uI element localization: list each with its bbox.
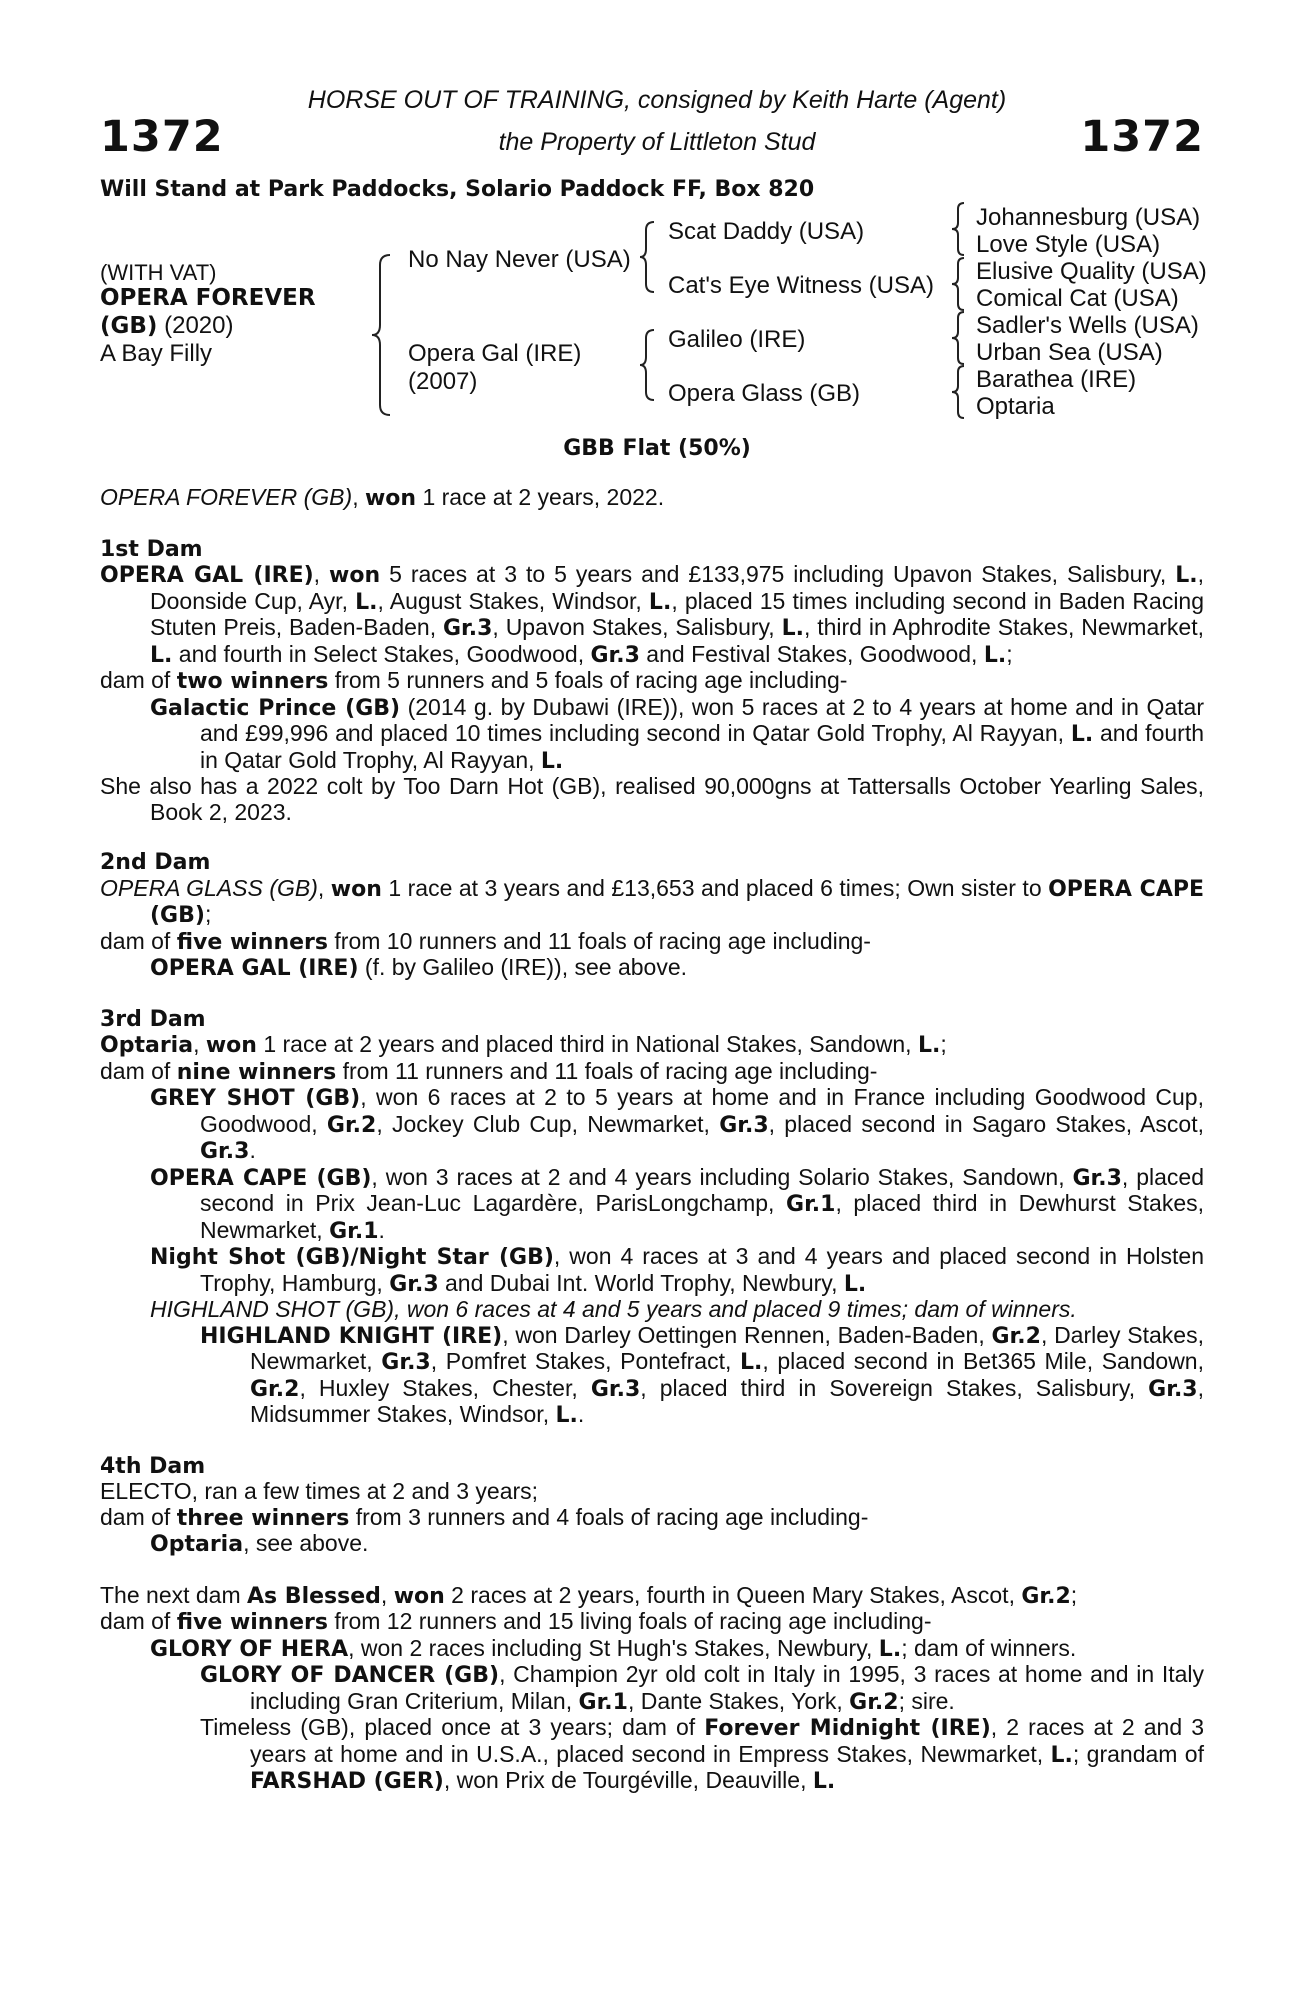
pedigree-brace-ggs3 (952, 312, 966, 364)
dam2-record: OPERA GLASS (GB), won 1 race at 3 years and £13,653 and placed 6 times; Own sister to OPERA CAPE (GB); (100, 874, 1204, 928)
catalogue-body (100, 485, 1204, 1795)
pedigree-brace-ggs2 (952, 258, 966, 310)
dam: Opera Gal (IRE) (408, 340, 582, 367)
grandsire-3: Galileo (IRE) (668, 326, 806, 353)
ggs-7: Barathea (IRE) (976, 366, 1137, 393)
grandsire-4: Opera Glass (GB) (668, 380, 861, 407)
property-line: the Property of Littleton Stud (498, 128, 816, 156)
pedigree-brace-ggs4 (952, 366, 966, 418)
grandsire-2: Cat's Eye Witness (USA) (668, 272, 934, 299)
consignor-line: HORSE OUT OF TRAINING, consigned by Keith Harte (Agent) (307, 86, 1007, 114)
dam1-also: She also has a 2022 colt by Too Darn Hot (GB), realised 90,000gns at Tattersalls October Yearling Sales, Book 2, 2023. (100, 773, 1204, 825)
dam4-optaria: Optaria, see above. (150, 1530, 369, 1557)
dam3-grey-shot: GREY SHOT (GB), won 6 races at 2 to 5 years at home and in France including Goodwood Cup, Goodwood, Gr.2, Jockey Club Cup, Newmarket, Gr.3, placed second in Sagaro Stakes, Ascot, Gr.3. (150, 1084, 1204, 1164)
ggs-3: Elusive Quality (USA) (976, 258, 1207, 285)
ggs-8: Optaria (976, 393, 1055, 420)
horse-origin-year (100, 312, 233, 340)
next-dam-timeless: Timeless (GB), placed once at 3 years; dam of Forever Midnight (IRE), 2 races at 2 and 3 years at home and in U.S.A., placed second in Empress Stakes, Newmarket, L.; grandam of FARSHAD (GER), won Prix de Tourgéville, Deauville, L. (200, 1714, 1205, 1794)
pedigree-brace-ggs1 (952, 203, 966, 255)
dam1-produce: dam of two winners from 5 runners and 5 foals of racing age including- (100, 667, 848, 694)
next-dam-glory-of-hera: GLORY OF HERA, won 2 races including St Hugh's Stakes, Newbury, L.; dam of winners. (150, 1634, 1077, 1662)
dam4-produce: dam of three winners from 3 runners and 4 foals of racing age including- (100, 1503, 869, 1531)
dam3-highland-shot: HIGHLAND SHOT (GB), won 6 races at 4 and 5 years and placed 9 times; dam of winners. (150, 1296, 1077, 1322)
pedigree-brace-sire (640, 222, 656, 292)
vat-note: (WITH VAT) (100, 260, 217, 285)
dam2-heading: 2nd Dam (100, 850, 211, 875)
dam2-produce: dam of five winners from 10 runners and 11 foals of racing age including- (100, 927, 871, 955)
horse-origin: (GB) (100, 313, 158, 339)
next-dam-produce: dam of five winners from 12 runners and 15 living foals of racing age including- (100, 1608, 932, 1635)
dam1-record: OPERA GAL (IRE), won 5 races at 3 to 5 years and £133,975 including Upavon Stakes, Salisbury, L., Doonside Cup, Ayr, L., August Stakes, Windsor, L., placed 15 times including second in Baden Racing Stuten Preis, Baden-Baden, Gr.3, Upavon Stakes, Salisbury, L., third in Aphrodite Stakes, Newmarket, L. and fourth in Select Stakes, Goodwood, Gr.3 and Festival Stakes, Goodwood, L.; (100, 561, 1205, 668)
dam3-opera-cape: OPERA CAPE (GB), won 3 races at 2 and 4 years including Solario Stakes, Sandown, Gr.3, placed second in Prix Jean-Luc Lagardère, ParisLongchamp, Gr.1, placed third in Dewhurst Stakes, Newmarket, Gr.1. (150, 1163, 1205, 1244)
grandsire-1: Scat Daddy (USA) (668, 218, 865, 245)
pedigree-brace-main (372, 255, 392, 415)
dam3-record: Optaria, won 1 race at 2 years and placed third in National Stakes, Sandown, L.; (100, 1031, 947, 1058)
lot-number-left: 1372 (100, 112, 224, 162)
lot-number-right: 1372 (1080, 112, 1204, 162)
next-dam-record: The next dam As Blessed, won 2 races at 2 years, fourth in Queen Mary Stakes, Ascot, Gr.2; (100, 1581, 1078, 1609)
horse-name: OPERA FOREVER (100, 285, 316, 311)
stand-location: Will Stand at Park Paddocks, Solario Paddock FF, Box 820 (100, 177, 815, 202)
intro-line: OPERA FOREVER (GB), won 1 race at 2 years, 2022. (100, 484, 665, 511)
ggs-4: Comical Cat (USA) (976, 285, 1179, 312)
next-dam-glory-of-dancer: GLORY OF DANCER (GB), Champion 2yr old colt in Italy in 1995, 3 races at home and in Italy including Gran Criterium, Milan, Gr.1, Dante Stakes, York, Gr.2; sire. (200, 1661, 1204, 1715)
dam2-opera-gal: OPERA GAL (IRE) (f. by Galileo (IRE)), see above. (150, 954, 688, 981)
dam4-heading: 4th Dam (100, 1453, 206, 1479)
dam3-produce: dam of nine winners from 11 runners and 11 foals of racing age including- (100, 1057, 878, 1085)
pedigree-brace-dam (640, 330, 656, 400)
dam3-heading: 3rd Dam (100, 1006, 206, 1032)
dam1-galactic-prince: Galactic Prince (GB) (2014 g. by Dubawi (IRE)), won 5 races at 2 to 4 years at home and in Qatar and £99,996 and placed 10 times including second in Qatar Gold Trophy, Al Rayyan, L. and fourth in Qatar Gold Trophy, Al Rayyan, L. (150, 693, 1204, 774)
horse-description: A Bay Filly (100, 340, 213, 367)
ggs-2: Love Style (USA) (976, 231, 1161, 258)
ggs-6: Urban Sea (USA) (976, 339, 1163, 366)
dam3-highland-knight: HIGHLAND KNIGHT (IRE), won Darley Oettingen Rennen, Baden-Baden, Gr.2, Darley Stakes, Newmarket, Gr.3, Pomfret Stakes, Pontefract, L., placed second in Bet365 Mile, Sandown, Gr.2, Huxley Stakes, Chester, Gr.3, placed third in Sovereign Stakes, Salisbury, Gr.3, Midsummer Stakes, Windsor, L.. (200, 1321, 1204, 1428)
horse-year: (2020) (157, 312, 234, 339)
dam4-record: ELECTO, ran a few times at 2 and 3 years; (100, 1478, 539, 1504)
ggs-1: Johannesburg (USA) (976, 204, 1201, 231)
dam3-night-shot: Night Shot (GB)/Night Star (GB), won 4 races at 3 and 4 years and placed second in Holsten Trophy, Hamburg, Gr.3 and Dubai Int. World Trophy, Newbury, L. (150, 1243, 1204, 1297)
dam-year: (2007) (408, 368, 478, 395)
dam1-heading: 1st Dam (100, 536, 203, 562)
sire: No Nay Never (USA) (408, 246, 631, 273)
ggs-5: Sadler's Wells (USA) (976, 312, 1199, 339)
gbb-flat: GBB Flat (50%) (563, 436, 751, 461)
